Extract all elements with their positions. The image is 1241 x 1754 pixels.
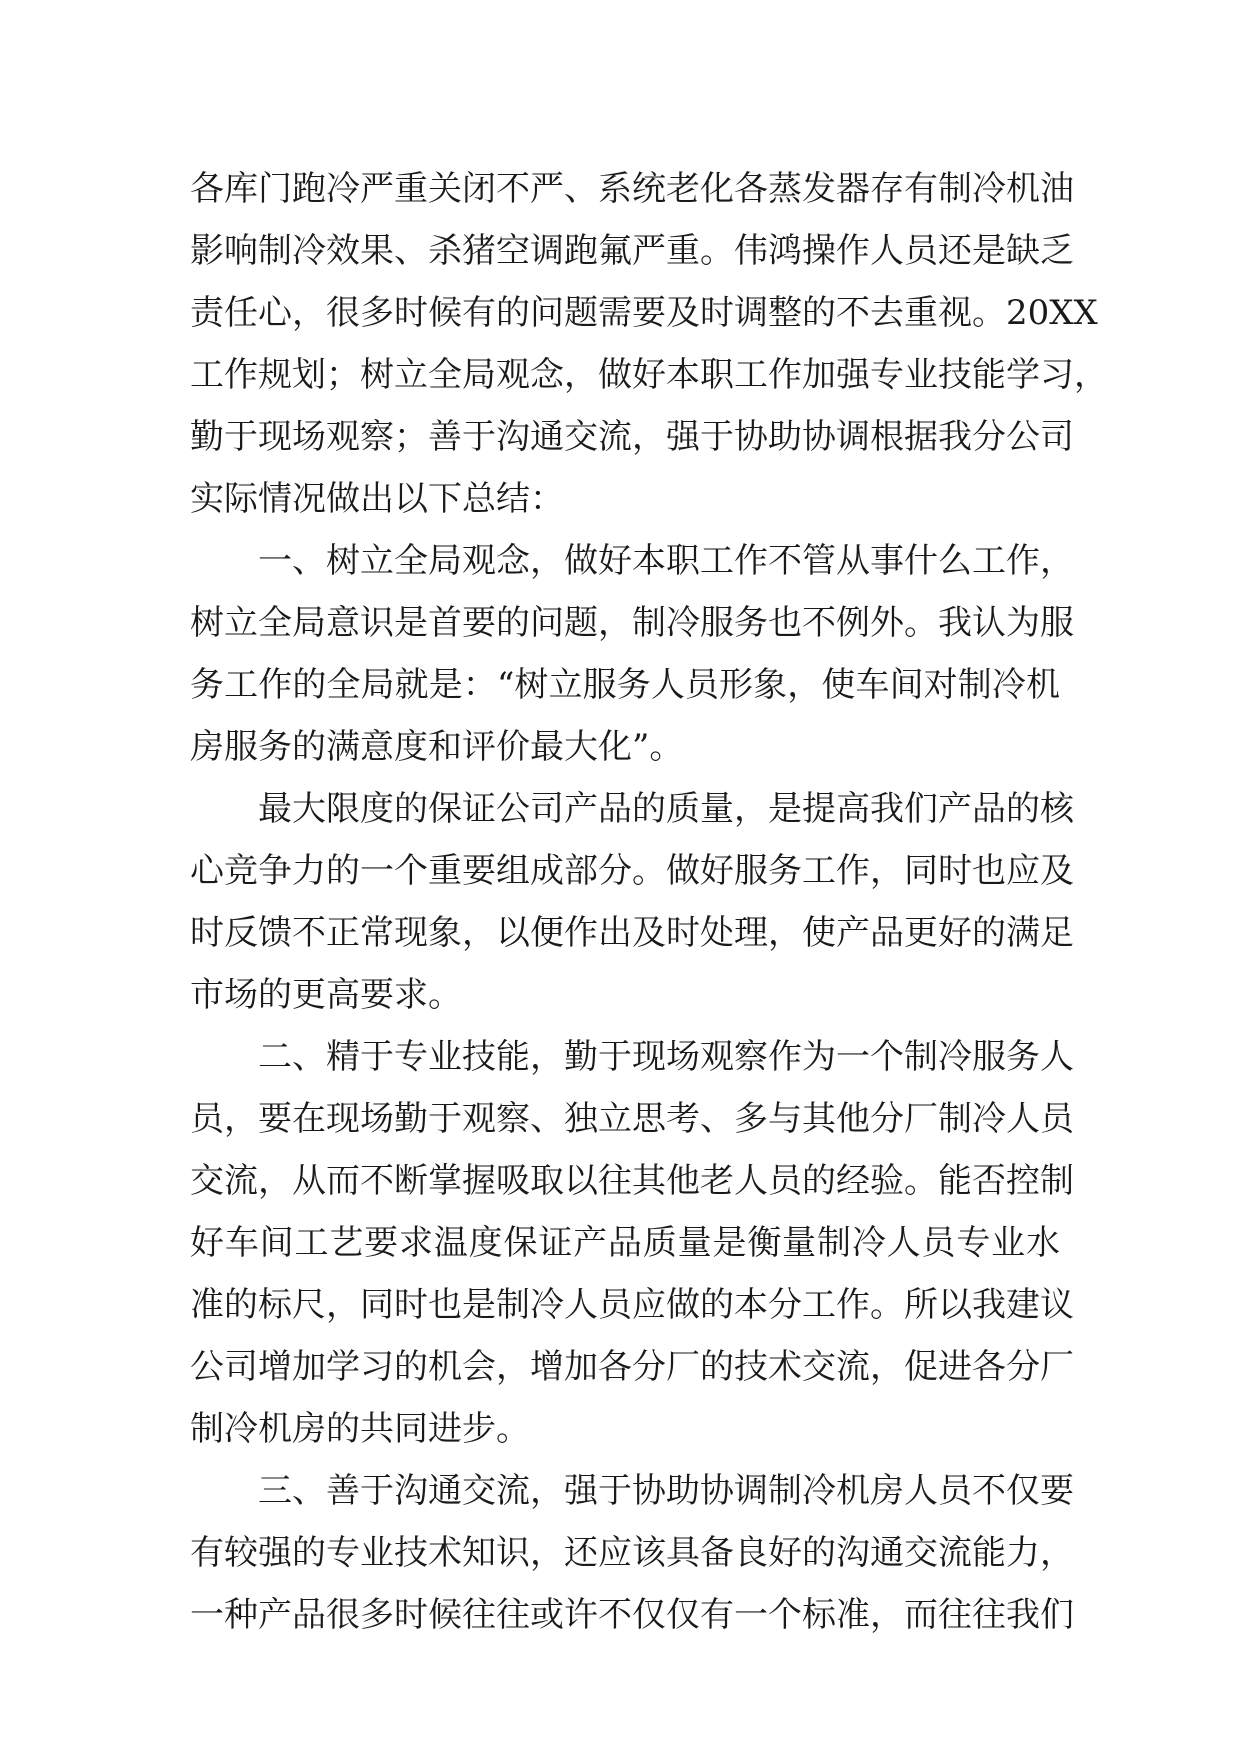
paragraph-heading-3: 三、善于沟通交流，强于协助协调制冷机房人员不仅要 [258, 1471, 1074, 1511]
text-line: 交流，从而不断掌握吸取以往其他老人员的经验。能否控制 [190, 1161, 1074, 1201]
text-line: 时反馈不正常现象，以便作出及时处理，使产品更好的满足 [190, 913, 1074, 953]
text-line: 实际情况做出以下总结： [190, 479, 564, 519]
text-line: 有较强的专业技术知识，还应该具备良好的沟通交流能力， [190, 1533, 1074, 1573]
text-line: 准的标尺，同时也是制冷人员应做的本分工作。所以我建议 [190, 1285, 1074, 1325]
text-line: 市场的更高要求。 [190, 975, 462, 1015]
paragraph-heading-2: 二、精于专业技能，勤于现场观察作为一个制冷服务人 [258, 1037, 1074, 1077]
text-line: 公司增加学习的机会，增加各分厂的技术交流，促进各分厂 [190, 1347, 1074, 1387]
text-line: 心竞争力的一个重要组成部分。做好服务工作，同时也应及 [190, 851, 1074, 891]
text-line: 制冷机房的共同进步。 [190, 1409, 530, 1449]
text-line: 树立全局意识是首要的问题，制冷服务也不例外。我认为服 [190, 603, 1074, 643]
text-line: 工作规划；树立全局观念，做好本职工作加强专业技能学习， [190, 355, 1108, 395]
text-line: 房服务的满意度和评价最大化”。 [190, 727, 684, 767]
text-line: 好车间工艺要求温度保证产品质量是衡量制冷人员专业水 [190, 1223, 1060, 1263]
paragraph-start: 最大限度的保证公司产品的质量，是提高我们产品的核 [258, 789, 1074, 829]
text-line: 勤于现场观察；善于沟通交流，强于协助协调根据我分公司 [190, 417, 1074, 457]
text-line: 务工作的全局就是：“树立服务人员形象，使车间对制冷机 [190, 665, 1060, 705]
text-line: 员，要在现场勤于观察、独立思考、多与其他分厂制冷人员 [190, 1099, 1074, 1139]
text-line: 责任心，很多时候有的问题需要及时调整的不去重视。20XX [190, 293, 1098, 333]
text-line: 影响制冷效果、杀猪空调跑氟严重。伟鸿操作人员还是缺乏 [190, 231, 1074, 271]
paragraph-heading-1: 一、树立全局观念，做好本职工作不管从事什么工作， [258, 541, 1074, 581]
text-line: 一种产品很多时候往往或许不仅仅有一个标准，而往往我们 [190, 1595, 1074, 1635]
document-body [190, 158, 1108, 1646]
text-line: 各库门跑冷严重关闭不严、系统老化各蒸发器存有制冷机油 [190, 169, 1074, 209]
